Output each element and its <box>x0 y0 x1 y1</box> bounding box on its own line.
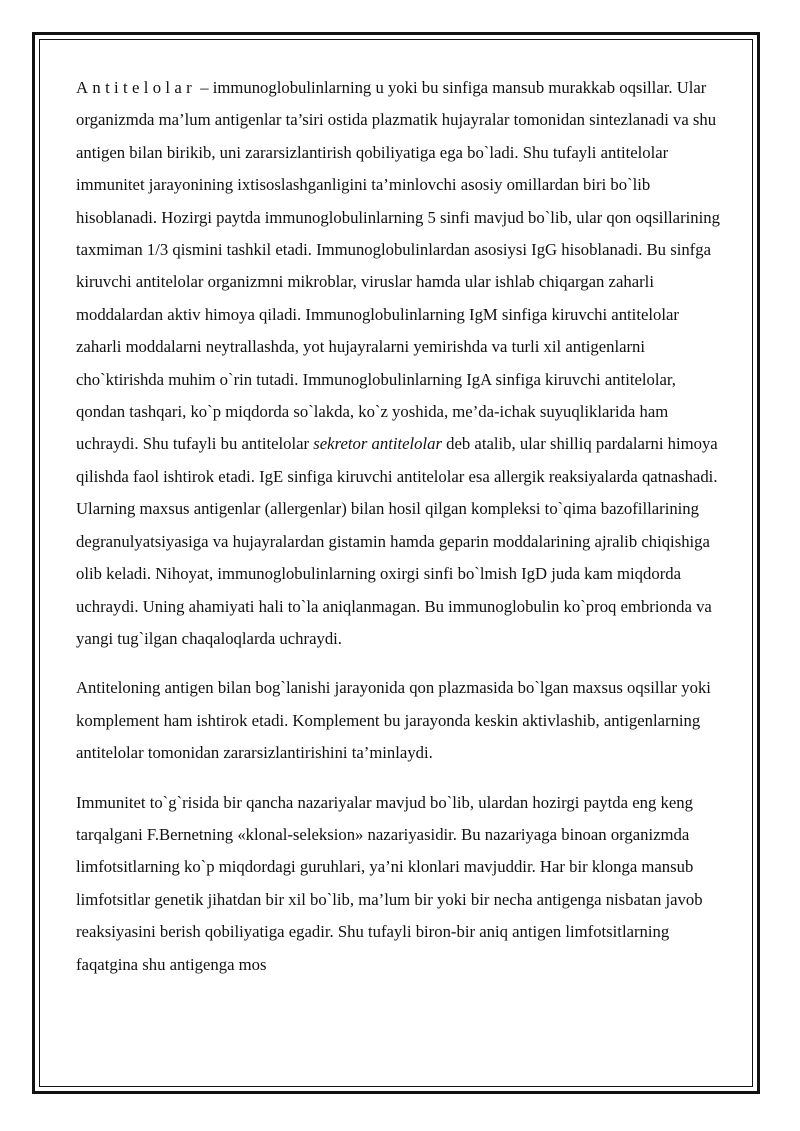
paragraph-text: deb atalib, ular shilliq pardalarni himoya qilishda faol ishtirok etadi. IgE sinfiga kiruvchi antitelolar esa allergik reaksiyalarda qatnashadi. Ularning maxsus antigenlar (allergenlar) bilan hosil qilgan kompleksi to`qima bazofillarining degranulyatsiyasiga va hujayralardan gistamin hamda geparin moddalarining ajralib chiqishiga olib keladi. Nihoyat, immunoglobulinlarning oxirgi sinfi bo`lmish IgD juda kam miqdorda uchraydi. Uning ahamiyati hali to`la aniqlanmagan. Bu immunoglobulin ko`proq embrionda va yangi tug`ilgan chaqaloqlarda uchraydi. <box>76 434 718 648</box>
paragraph-text: – immunoglobulinlarning u yoki bu sinfiga mansub murakkab oqsillar. Ular organizmda ma’lum antigenlar ta’siri ostida plazmatik hujayralar tomonidan sintezlanadi va shu antigen bilan birikib, uni zararsizlantirish qobiliyatiga ega bo`ladi. Shu tufayli antitelolar immunitet jarayonining ixtisoslashganligini ta’minlovchi asosiy omillardan biri bo`lib hisoblanadi. Hozirgi paytda immunoglobulinlarning 5 sinfi mavjud bo`lib, ular qon oqsillarining taxmiman 1/3 qismini tashkil etadi. Immunoglobulinlardan asosiysi IgG hisoblanadi. Bu sinfga kiruvchi antitelolar organizmni mikroblar, viruslar hamda ular ishlab chiqargan zaharli moddalardan aktiv himoya qiladi. Immunoglobulinlarning IgM sinfiga kiruvchi antitelolar zaharli moddalarni neytrallashda, yot hujayralarni yemirishda va turli xil antigenlarni cho`ktirishda muhim o`rin tutadi. Immunoglobulinlarning IgA sinfiga kiruvchi antitelolar, qondan tashqari, ko`p miqdorda so`lakda, ko`z yoshida, me’da-ichak suyuqliklarida ham uchraydi. Shu tufayli bu antitelolar <box>76 78 720 454</box>
term-antitelolar: Antitelolar <box>76 78 197 97</box>
paragraph-antitelolar <box>76 72 728 655</box>
paragraph-immunitet-nazariya: Immunitet to`g`risida bir qancha nazariyalar mavjud bo`lib, ulardan hozirgi paytda eng keng tarqalgani F.Bernetning «klonal-seleksion» nazariyasidir. Bu nazariyaga binoan organizmda limfotsitlarning ko`p miqdordagi guruhlari, ya’ni klonlari mavjuddir. Har bir klonga mansub limfotsitlar genetik jihatdan bir xil bo`lib, ma’lum bir yoki bir necha antigenga nisbatan javob reaksiyasini berish qobiliyatiga egadir. Shu tufayli biron-bir aniq antigen limfotsitlarning faqatgina shu antigenga mos <box>76 792 703 974</box>
document-body <box>76 72 728 998</box>
paragraph-komplement: Antiteloning antigen bilan bog`lanishi jarayonida qon plazmasida bo`lgan maxsus oqsillar yoki komplement ham ishtirok etadi. Komplement bu jarayonda keskin aktivlashib, antigenlarning antitelolar tomonidan zararsizlantirishini ta’minlaydi. <box>76 678 711 763</box>
italic-term-sekretor: sekretor antitelolar <box>313 434 442 454</box>
